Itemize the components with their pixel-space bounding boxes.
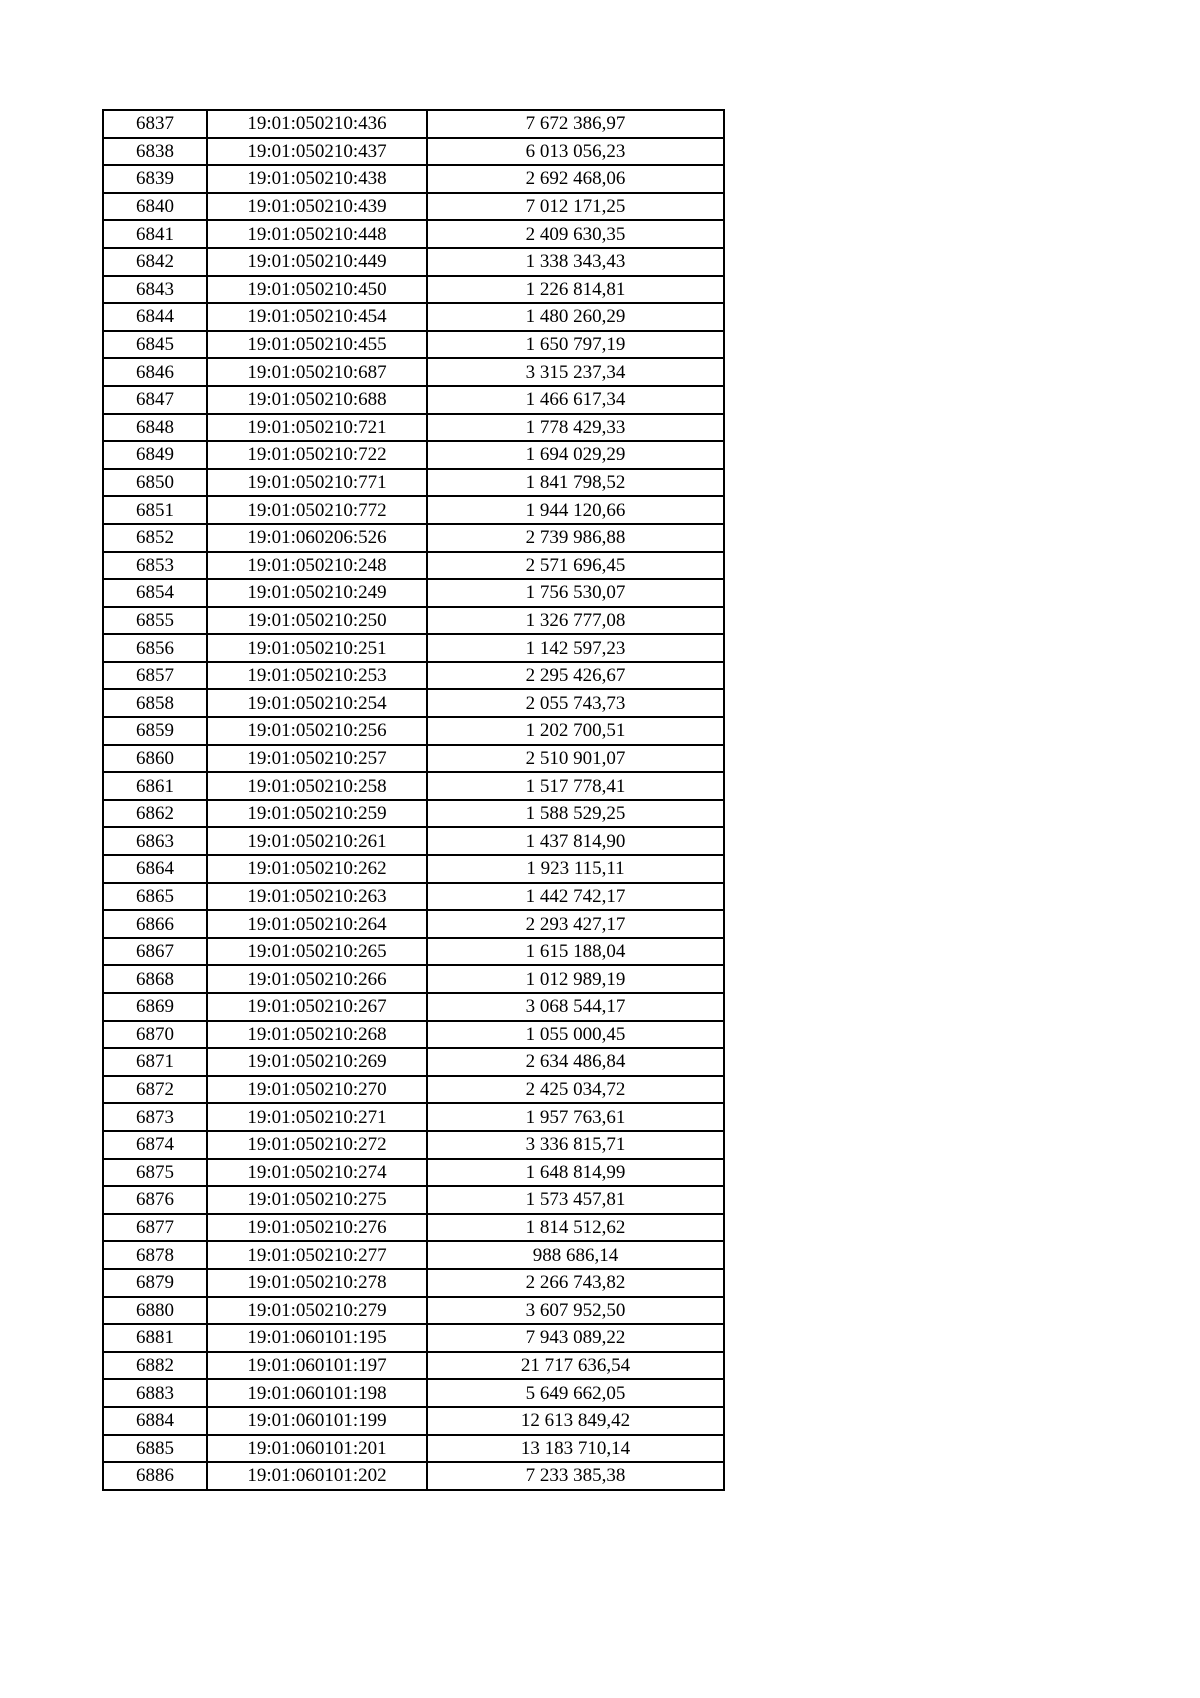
row-number-cell: 6861 bbox=[103, 772, 207, 800]
row-number-cell: 6854 bbox=[103, 579, 207, 607]
cadastral-number-cell: 19:01:060101:201 bbox=[207, 1435, 427, 1463]
table-row bbox=[103, 1159, 724, 1187]
cadastral-number-cell: 19:01:050210:265 bbox=[207, 938, 427, 966]
cadastral-number-cell: 19:01:050210:436 bbox=[207, 110, 427, 138]
table-row bbox=[103, 414, 724, 442]
value-cell: 3 607 952,50 bbox=[427, 1297, 724, 1325]
table-row bbox=[103, 800, 724, 828]
value-cell: 1 841 798,52 bbox=[427, 469, 724, 497]
cadastral-number-cell: 19:01:050210:268 bbox=[207, 1021, 427, 1049]
row-number-cell: 6869 bbox=[103, 993, 207, 1021]
table-row bbox=[103, 1297, 724, 1325]
row-number-cell: 6883 bbox=[103, 1379, 207, 1407]
cadastral-number-cell: 19:01:050210:687 bbox=[207, 358, 427, 386]
table-row bbox=[103, 745, 724, 773]
table-row bbox=[103, 1021, 724, 1049]
table-row bbox=[103, 358, 724, 386]
row-number-cell: 6857 bbox=[103, 662, 207, 690]
value-cell: 2 266 743,82 bbox=[427, 1269, 724, 1297]
table-row bbox=[103, 1103, 724, 1131]
cadastral-number-cell: 19:01:050210:264 bbox=[207, 910, 427, 938]
value-cell: 7 672 386,97 bbox=[427, 110, 724, 138]
row-number-cell: 6840 bbox=[103, 193, 207, 221]
row-number-cell: 6842 bbox=[103, 248, 207, 276]
value-cell: 3 068 544,17 bbox=[427, 993, 724, 1021]
value-cell: 1 615 188,04 bbox=[427, 938, 724, 966]
table-row bbox=[103, 1186, 724, 1214]
cadastral-number-cell: 19:01:050210:439 bbox=[207, 193, 427, 221]
cadastral-number-cell: 19:01:050210:438 bbox=[207, 165, 427, 193]
row-number-cell: 6855 bbox=[103, 607, 207, 635]
value-cell: 7 943 089,22 bbox=[427, 1324, 724, 1352]
row-number-cell: 6873 bbox=[103, 1103, 207, 1131]
cadastral-number-cell: 19:01:050210:269 bbox=[207, 1048, 427, 1076]
value-cell: 2 293 427,17 bbox=[427, 910, 724, 938]
cadastral-number-cell: 19:01:050210:270 bbox=[207, 1076, 427, 1104]
cadastral-number-cell: 19:01:050210:437 bbox=[207, 138, 427, 166]
table-row bbox=[103, 607, 724, 635]
row-number-cell: 6838 bbox=[103, 138, 207, 166]
value-cell: 1 778 429,33 bbox=[427, 414, 724, 442]
value-cell: 1 442 742,17 bbox=[427, 883, 724, 911]
table-row bbox=[103, 1214, 724, 1242]
value-cell: 12 613 849,42 bbox=[427, 1407, 724, 1435]
table-row bbox=[103, 717, 724, 745]
table-row bbox=[103, 1352, 724, 1380]
row-number-cell: 6851 bbox=[103, 496, 207, 524]
row-number-cell: 6853 bbox=[103, 552, 207, 580]
value-cell: 21 717 636,54 bbox=[427, 1352, 724, 1380]
cadastral-number-cell: 19:01:050210:271 bbox=[207, 1103, 427, 1131]
row-number-cell: 6871 bbox=[103, 1048, 207, 1076]
cadastral-number-cell: 19:01:050210:278 bbox=[207, 1269, 427, 1297]
table-row bbox=[103, 1269, 724, 1297]
value-cell: 1 648 814,99 bbox=[427, 1159, 724, 1187]
cadastral-number-cell: 19:01:050210:262 bbox=[207, 855, 427, 883]
row-number-cell: 6875 bbox=[103, 1159, 207, 1187]
table-row bbox=[103, 496, 724, 524]
cadastral-number-cell: 19:01:050210:261 bbox=[207, 827, 427, 855]
value-cell: 2 571 696,45 bbox=[427, 552, 724, 580]
table-row bbox=[103, 1379, 724, 1407]
row-number-cell: 6859 bbox=[103, 717, 207, 745]
value-cell: 1 055 000,45 bbox=[427, 1021, 724, 1049]
table-row bbox=[103, 469, 724, 497]
row-number-cell: 6846 bbox=[103, 358, 207, 386]
cadastral-number-cell: 19:01:060101:195 bbox=[207, 1324, 427, 1352]
table-row bbox=[103, 662, 724, 690]
row-number-cell: 6843 bbox=[103, 276, 207, 304]
cadastral-number-cell: 19:01:050210:259 bbox=[207, 800, 427, 828]
row-number-cell: 6884 bbox=[103, 1407, 207, 1435]
table-row bbox=[103, 1131, 724, 1159]
value-cell: 3 315 237,34 bbox=[427, 358, 724, 386]
row-number-cell: 6872 bbox=[103, 1076, 207, 1104]
value-cell: 2 055 743,73 bbox=[427, 689, 724, 717]
row-number-cell: 6881 bbox=[103, 1324, 207, 1352]
row-number-cell: 6879 bbox=[103, 1269, 207, 1297]
value-cell: 2 409 630,35 bbox=[427, 220, 724, 248]
row-number-cell: 6850 bbox=[103, 469, 207, 497]
table-row bbox=[103, 883, 724, 911]
row-number-cell: 6839 bbox=[103, 165, 207, 193]
table-row bbox=[103, 855, 724, 883]
cadastral-number-cell: 19:01:050210:253 bbox=[207, 662, 427, 690]
row-number-cell: 6865 bbox=[103, 883, 207, 911]
value-cell: 2 295 426,67 bbox=[427, 662, 724, 690]
cadastral-number-cell: 19:01:050210:688 bbox=[207, 386, 427, 414]
value-cell: 1 517 778,41 bbox=[427, 772, 724, 800]
cadastral-number-cell: 19:01:050210:450 bbox=[207, 276, 427, 304]
value-cell: 1 573 457,81 bbox=[427, 1186, 724, 1214]
value-cell: 1 756 530,07 bbox=[427, 579, 724, 607]
cadastral-number-cell: 19:01:050210:251 bbox=[207, 634, 427, 662]
table-row bbox=[103, 1241, 724, 1269]
row-number-cell: 6876 bbox=[103, 1186, 207, 1214]
value-cell: 1 012 989,19 bbox=[427, 965, 724, 993]
table-row bbox=[103, 1407, 724, 1435]
cadastral-number-cell: 19:01:050210:722 bbox=[207, 441, 427, 469]
value-cell: 1 923 115,11 bbox=[427, 855, 724, 883]
table-row bbox=[103, 165, 724, 193]
table-row bbox=[103, 772, 724, 800]
table-body bbox=[103, 110, 724, 1490]
row-number-cell: 6837 bbox=[103, 110, 207, 138]
cadastral-number-cell: 19:01:050210:258 bbox=[207, 772, 427, 800]
cadastral-number-cell: 19:01:060101:202 bbox=[207, 1462, 427, 1490]
cadastral-number-cell: 19:01:050210:249 bbox=[207, 579, 427, 607]
table-row bbox=[103, 441, 724, 469]
row-number-cell: 6848 bbox=[103, 414, 207, 442]
cadastral-number-cell: 19:01:060101:198 bbox=[207, 1379, 427, 1407]
table-row bbox=[103, 303, 724, 331]
cadastral-number-cell: 19:01:050210:254 bbox=[207, 689, 427, 717]
row-number-cell: 6864 bbox=[103, 855, 207, 883]
table-row bbox=[103, 910, 724, 938]
cadastral-number-cell: 19:01:050210:248 bbox=[207, 552, 427, 580]
cadastral-number-cell: 19:01:050210:267 bbox=[207, 993, 427, 1021]
table-row bbox=[103, 276, 724, 304]
cadastral-number-cell: 19:01:050210:250 bbox=[207, 607, 427, 635]
value-cell: 13 183 710,14 bbox=[427, 1435, 724, 1463]
table-row bbox=[103, 993, 724, 1021]
cadastral-number-cell: 19:01:050210:263 bbox=[207, 883, 427, 911]
table-row bbox=[103, 938, 724, 966]
table-row bbox=[103, 827, 724, 855]
table-row bbox=[103, 248, 724, 276]
cadastral-number-cell: 19:01:050210:454 bbox=[207, 303, 427, 331]
table-row bbox=[103, 386, 724, 414]
row-number-cell: 6886 bbox=[103, 1462, 207, 1490]
row-number-cell: 6867 bbox=[103, 938, 207, 966]
table-row bbox=[103, 331, 724, 359]
table-row bbox=[103, 965, 724, 993]
table-row bbox=[103, 524, 724, 552]
row-number-cell: 6849 bbox=[103, 441, 207, 469]
table-row bbox=[103, 634, 724, 662]
row-number-cell: 6845 bbox=[103, 331, 207, 359]
cadastral-number-cell: 19:01:050210:275 bbox=[207, 1186, 427, 1214]
value-cell: 1 588 529,25 bbox=[427, 800, 724, 828]
table-row bbox=[103, 1462, 724, 1490]
row-number-cell: 6844 bbox=[103, 303, 207, 331]
row-number-cell: 6870 bbox=[103, 1021, 207, 1049]
cadastral-number-cell: 19:01:050210:257 bbox=[207, 745, 427, 773]
value-cell: 1 226 814,81 bbox=[427, 276, 724, 304]
value-cell: 5 649 662,05 bbox=[427, 1379, 724, 1407]
value-cell: 3 336 815,71 bbox=[427, 1131, 724, 1159]
row-number-cell: 6877 bbox=[103, 1214, 207, 1242]
cadastral-number-cell: 19:01:060101:199 bbox=[207, 1407, 427, 1435]
table-row bbox=[103, 110, 724, 138]
value-cell: 1 944 120,66 bbox=[427, 496, 724, 524]
row-number-cell: 6866 bbox=[103, 910, 207, 938]
value-cell: 1 437 814,90 bbox=[427, 827, 724, 855]
cadastral-number-cell: 19:01:050210:276 bbox=[207, 1214, 427, 1242]
value-cell: 1 202 700,51 bbox=[427, 717, 724, 745]
cadastral-number-cell: 19:01:060101:197 bbox=[207, 1352, 427, 1380]
value-cell: 1 650 797,19 bbox=[427, 331, 724, 359]
row-number-cell: 6862 bbox=[103, 800, 207, 828]
value-cell: 2 739 986,88 bbox=[427, 524, 724, 552]
value-cell: 1 957 763,61 bbox=[427, 1103, 724, 1131]
table-row bbox=[103, 1048, 724, 1076]
cadastral-number-cell: 19:01:050210:266 bbox=[207, 965, 427, 993]
table-row bbox=[103, 689, 724, 717]
cadastral-number-cell: 19:01:050210:448 bbox=[207, 220, 427, 248]
row-number-cell: 6882 bbox=[103, 1352, 207, 1380]
row-number-cell: 6856 bbox=[103, 634, 207, 662]
row-number-cell: 6847 bbox=[103, 386, 207, 414]
value-cell: 1 142 597,23 bbox=[427, 634, 724, 662]
table-row bbox=[103, 552, 724, 580]
cadastral-number-cell: 19:01:050210:256 bbox=[207, 717, 427, 745]
value-cell: 1 694 029,29 bbox=[427, 441, 724, 469]
row-number-cell: 6860 bbox=[103, 745, 207, 773]
cadastral-number-cell: 19:01:050210:455 bbox=[207, 331, 427, 359]
value-cell: 7 233 385,38 bbox=[427, 1462, 724, 1490]
cadastral-number-cell: 19:01:050210:771 bbox=[207, 469, 427, 497]
value-cell: 2 634 486,84 bbox=[427, 1048, 724, 1076]
cadastral-number-cell: 19:01:050210:279 bbox=[207, 1297, 427, 1325]
value-cell: 1 326 777,08 bbox=[427, 607, 724, 635]
row-number-cell: 6878 bbox=[103, 1241, 207, 1269]
cadastral-number-cell: 19:01:050210:274 bbox=[207, 1159, 427, 1187]
table-row bbox=[103, 220, 724, 248]
cadastral-number-cell: 19:01:050210:449 bbox=[207, 248, 427, 276]
value-cell: 1 814 512,62 bbox=[427, 1214, 724, 1242]
value-cell: 6 013 056,23 bbox=[427, 138, 724, 166]
table-row bbox=[103, 579, 724, 607]
row-number-cell: 6858 bbox=[103, 689, 207, 717]
cadastral-number-cell: 19:01:060206:526 bbox=[207, 524, 427, 552]
table-row bbox=[103, 1435, 724, 1463]
value-cell: 988 686,14 bbox=[427, 1241, 724, 1269]
cadastral-number-cell: 19:01:050210:272 bbox=[207, 1131, 427, 1159]
table-row bbox=[103, 1324, 724, 1352]
value-cell: 1 480 260,29 bbox=[427, 303, 724, 331]
row-number-cell: 6852 bbox=[103, 524, 207, 552]
cadastral-number-cell: 19:01:050210:772 bbox=[207, 496, 427, 524]
cadastral-number-cell: 19:01:050210:721 bbox=[207, 414, 427, 442]
row-number-cell: 6885 bbox=[103, 1435, 207, 1463]
value-cell: 1 466 617,34 bbox=[427, 386, 724, 414]
row-number-cell: 6863 bbox=[103, 827, 207, 855]
value-cell: 2 425 034,72 bbox=[427, 1076, 724, 1104]
cadastral-number-cell: 19:01:050210:277 bbox=[207, 1241, 427, 1269]
value-cell: 2 692 468,06 bbox=[427, 165, 724, 193]
row-number-cell: 6841 bbox=[103, 220, 207, 248]
row-number-cell: 6868 bbox=[103, 965, 207, 993]
value-cell: 2 510 901,07 bbox=[427, 745, 724, 773]
table-row bbox=[103, 193, 724, 221]
row-number-cell: 6874 bbox=[103, 1131, 207, 1159]
table-row bbox=[103, 138, 724, 166]
value-cell: 7 012 171,25 bbox=[427, 193, 724, 221]
value-cell: 1 338 343,43 bbox=[427, 248, 724, 276]
row-number-cell: 6880 bbox=[103, 1297, 207, 1325]
table-row bbox=[103, 1076, 724, 1104]
data-table bbox=[102, 109, 725, 1491]
